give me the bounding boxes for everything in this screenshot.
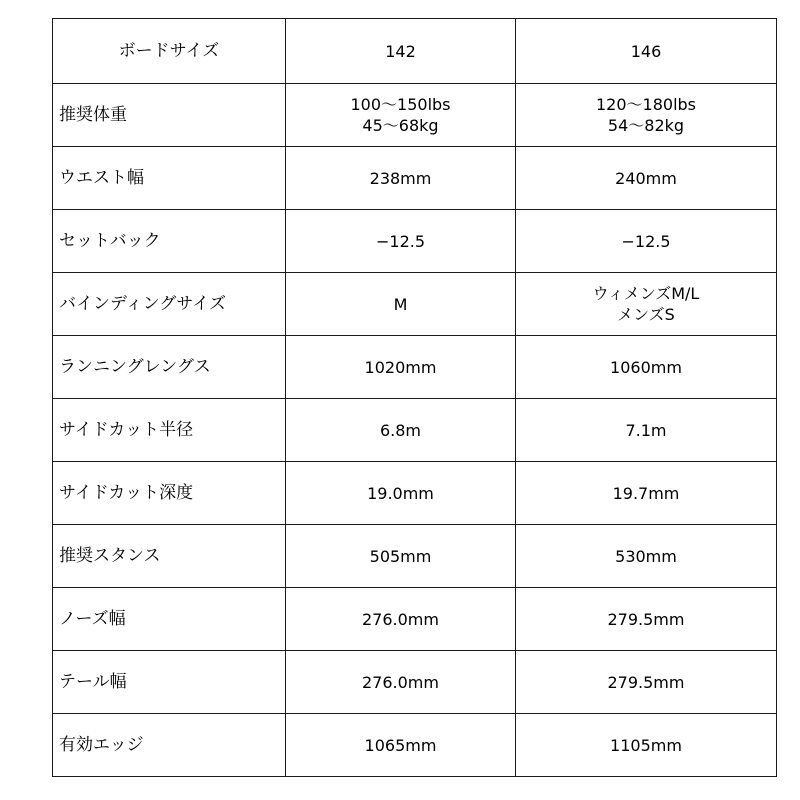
table-row bbox=[53, 84, 777, 147]
value-cell-b bbox=[516, 273, 777, 336]
value-b-line: −12.5 bbox=[621, 231, 671, 251]
row-label-cell bbox=[53, 399, 286, 462]
header-label: ボードサイズ bbox=[118, 40, 220, 61]
value-cell-a bbox=[286, 273, 516, 336]
value-a-line: −12.5 bbox=[375, 231, 426, 251]
value-a-line: 1020mm bbox=[364, 357, 437, 377]
table-row bbox=[53, 525, 777, 588]
row-label: サイドカット深度 bbox=[59, 482, 194, 503]
header-size-a-cell bbox=[286, 19, 516, 84]
value-cell-b bbox=[516, 84, 777, 147]
value-cell-a bbox=[286, 399, 516, 462]
table-row bbox=[53, 147, 777, 210]
value-b-line: 7.1m bbox=[625, 420, 667, 440]
row-label-cell bbox=[53, 525, 286, 588]
value-a-line: 45〜68kg bbox=[362, 116, 439, 135]
value-cell-b bbox=[516, 525, 777, 588]
table-row bbox=[53, 399, 777, 462]
table-row bbox=[53, 714, 777, 777]
value-b-line: メンズS bbox=[617, 305, 675, 324]
table-row bbox=[53, 336, 777, 399]
value-b-line: 54〜82kg bbox=[607, 116, 685, 135]
value-cell-a bbox=[286, 147, 516, 210]
row-label-cell bbox=[53, 273, 286, 336]
table-row bbox=[53, 462, 777, 525]
row-label: 推奨体重 bbox=[59, 104, 127, 125]
value-b-line: 120〜180lbs bbox=[595, 95, 697, 114]
value-cell-b bbox=[516, 588, 777, 651]
row-label-cell bbox=[53, 84, 286, 147]
row-label-cell bbox=[53, 714, 286, 777]
value-b-line: 279.5mm bbox=[607, 609, 685, 629]
value-b-line: 1105mm bbox=[610, 735, 682, 755]
value-a-line: 276.0mm bbox=[362, 672, 439, 692]
value-cell-b bbox=[516, 462, 777, 525]
value-b-line: ウィメンズM/L bbox=[592, 284, 700, 303]
value-a-line: 505mm bbox=[369, 546, 432, 566]
value-a-line: 100〜150lbs bbox=[350, 95, 451, 114]
header-size-a: 142 bbox=[385, 41, 416, 61]
value-cell-a bbox=[286, 462, 516, 525]
value-b-line: 1060mm bbox=[610, 357, 682, 377]
row-label-cell bbox=[53, 462, 286, 525]
value-cell-b bbox=[516, 147, 777, 210]
value-cell-b bbox=[516, 399, 777, 462]
value-cell-a bbox=[286, 525, 516, 588]
row-label-cell bbox=[53, 147, 286, 210]
row-label: 推奨スタンス bbox=[59, 545, 161, 566]
value-b-line: 279.5mm bbox=[607, 672, 685, 692]
table-row bbox=[53, 588, 777, 651]
value-cell-a bbox=[286, 336, 516, 399]
value-a-line: 1065mm bbox=[364, 735, 437, 755]
value-cell-b bbox=[516, 651, 777, 714]
value-a-line: 238mm bbox=[369, 168, 432, 188]
value-cell-a bbox=[286, 714, 516, 777]
header-row bbox=[53, 19, 777, 84]
row-label: ランニングレングス bbox=[59, 356, 211, 377]
value-a-line: M bbox=[393, 294, 408, 314]
table-row bbox=[53, 651, 777, 714]
table-row bbox=[53, 273, 777, 336]
header-size-b-cell bbox=[516, 19, 777, 84]
spec-table bbox=[52, 18, 777, 777]
row-label: バインディングサイズ bbox=[59, 293, 226, 314]
value-cell-b bbox=[516, 336, 777, 399]
row-label: テール幅 bbox=[59, 671, 127, 692]
header-label-cell bbox=[53, 19, 286, 84]
value-cell-a bbox=[286, 84, 516, 147]
row-label: ウエスト幅 bbox=[59, 167, 144, 188]
value-a-line: 276.0mm bbox=[362, 609, 439, 629]
value-b-line: 530mm bbox=[615, 546, 677, 566]
value-cell-a bbox=[286, 210, 516, 273]
value-a-line: 19.0mm bbox=[367, 483, 434, 503]
row-label-cell bbox=[53, 651, 286, 714]
row-label: 有効エッジ bbox=[59, 734, 144, 755]
value-b-line: 19.7mm bbox=[612, 483, 680, 503]
row-label-cell bbox=[53, 588, 286, 651]
value-b-line: 240mm bbox=[615, 168, 677, 188]
table-row bbox=[53, 210, 777, 273]
row-label: サイドカット半径 bbox=[59, 419, 194, 440]
value-cell-a bbox=[286, 651, 516, 714]
row-label: セットバック bbox=[59, 230, 161, 251]
value-cell-a bbox=[286, 588, 516, 651]
row-label-cell bbox=[53, 336, 286, 399]
row-label-cell bbox=[53, 210, 286, 273]
row-label: ノーズ幅 bbox=[59, 608, 126, 629]
value-a-line: 6.8m bbox=[379, 420, 422, 440]
value-cell-b bbox=[516, 714, 777, 777]
header-size-b: 146 bbox=[630, 41, 662, 61]
value-cell-b bbox=[516, 210, 777, 273]
